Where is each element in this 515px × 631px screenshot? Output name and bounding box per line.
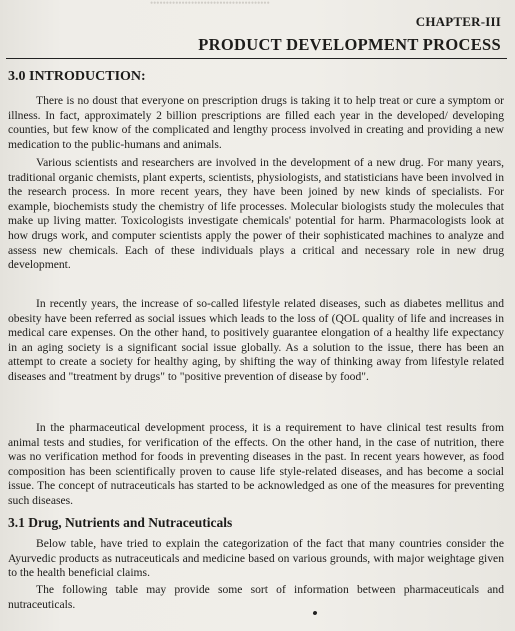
- ink-speck: [312, 610, 317, 615]
- chapter-title: PRODUCT DEVELOPMENT PROCESS: [198, 35, 501, 54]
- chapter-label: CHAPTER-III: [415, 14, 501, 29]
- section-3-1-paragraph-2: The following table may provide some sort of information between pharmaceuticals and nutraceuticals.: [8, 583, 504, 611]
- bleed-through-text: ••••••••••••••••••••••••••••••••••••••: [150, 0, 270, 8]
- intro-paragraph-3: In recently years, the increase of so-called lifestyle related diseases, such as diabetes mellitus and obesity have been referred as social issues which leads to the loss of (QOL quality of life and increases in medical care expenses. On the other hand, to positively guarantee elongation of a healthy life expectancy in an aging society is a significant social issue globally. As a solution to the issue, there has been an attempt to create a society for healthy aging, by shifting the way of thinking away from lifestyle related diseases and "treatment by drugs" to "positive prevention of disease by food".: [8, 297, 504, 383]
- intro-paragraph-2: Various scientists and researchers are involved in the development of a new drug. For many years, traditional organic chemists, plant experts, scientists, physiologists, and statisticians have been involved in the research process. In more recent years, they have been joined by new kinds of specialists. For example, biochemists study the chemistry of life processes. Molecular biologists study the molecules that make up living matter. Toxicologists investigate chemicals' potential for harm. Pharmacologists look at how drugs work, and computer scientists apply the power of their sophisticated machines to analyze and assess new chemicals. Each of these individuals plays a critical and necessary role in new drug development.: [8, 156, 504, 272]
- title-divider: [6, 58, 507, 59]
- intro-paragraph-4: In the pharmaceutical development process, it is a requirement to have clinical test results from animal tests and studies, for verification of the effects. On the other hand, in the case of nutrition, there was no verification method for foods in preventing diseases in the past. In recent years however, as food composition has been scientifically proven to cause life style-related diseases, and has become a social issue. The concept of nutraceuticals has started to be acknowledged as one of the measures for preventing such diseases.: [8, 421, 504, 507]
- section-3-1-heading: 3.1 Drug, Nutrients and Nutraceuticals: [8, 515, 233, 530]
- section-3-1-paragraph-1: Below table, have tried to explain the categorization of the fact that many countries consider the Ayurvedic products as nutraceuticals and medicine based on various grounds, with major weightage given to the health beneficial claims.: [8, 537, 504, 580]
- introduction-heading: 3.0 INTRODUCTION:: [8, 69, 146, 84]
- intro-paragraph-1: There is no doust that everyone on prescription drugs is taking it to help treat or cure a symptom or illness. In fact, approximately 2 billion prescriptions are filled each year in the developed/ developing counties, but few know of the complicated and lengthy process involved in creating and providing a new medication to the public-humans and animals.: [8, 94, 504, 151]
